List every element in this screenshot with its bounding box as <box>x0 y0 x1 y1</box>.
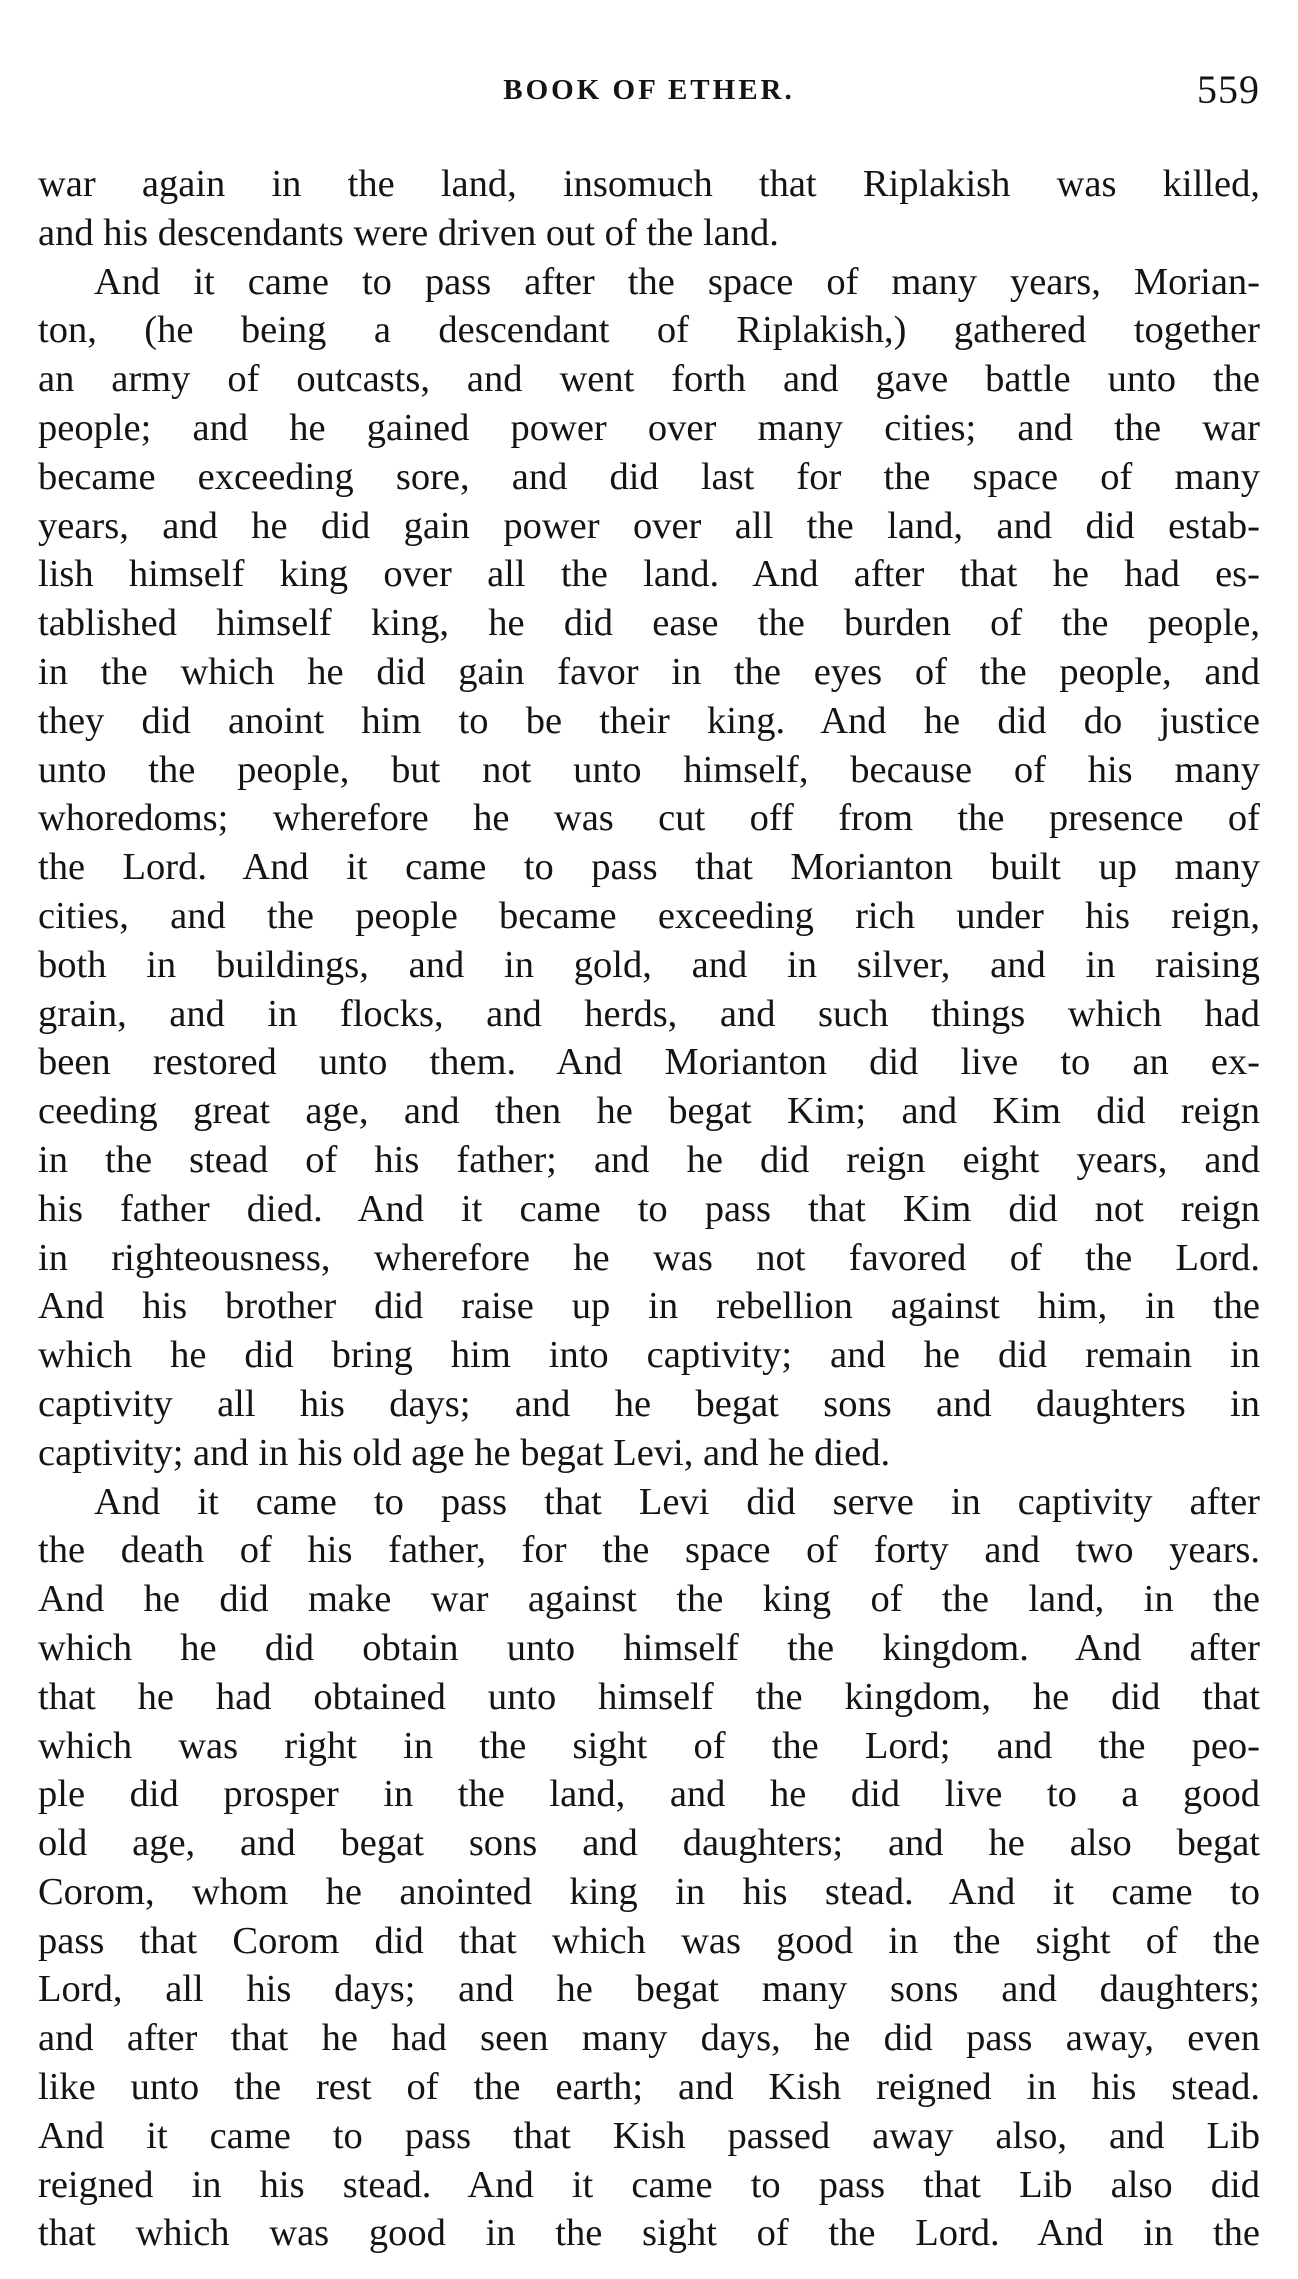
text-line: years, and he did gain power over all the land, and did estab- <box>38 504 1260 547</box>
text-line: reigned in his stead. And it came to pass that Lib also did <box>38 2163 1260 2206</box>
paragraph-first-line: And it came to pass after the space of many years, Morian- <box>94 260 1260 303</box>
text-line: they did anoint him to be their king. And he did do justice <box>38 699 1260 742</box>
text-line: the Lord. And it came to pass that Morianton built up many <box>38 846 1260 889</box>
text-line: in righteousness, wherefore he was not favored of the Lord. <box>38 1236 1260 1279</box>
text-line: captivity; and in his old age he begat Levi, and he died. <box>38 1431 891 1474</box>
text-line: ton, (he being a descendant of Riplakish,) gathered together <box>38 309 1260 352</box>
text-line: unto the people, but not unto himself, because of his many <box>38 748 1260 791</box>
text-line: captivity all his days; and he begat sons and daughters in <box>38 1382 1260 1425</box>
text-line: And he did make war against the king of the land, in the <box>38 1578 1260 1621</box>
text-line: and his descendants were driven out of the land. <box>38 211 779 254</box>
running-head <box>38 66 1260 120</box>
text-line: the death of his father, for the space of forty and two years. <box>38 1529 1260 1572</box>
text-line: like unto the rest of the earth; and Kish reigned in his stead. <box>38 2066 1260 2109</box>
text-line: And it came to pass that Kish passed away also, and Lib <box>38 2114 1260 2157</box>
text-line: an army of outcasts, and went forth and gave battle unto the <box>38 358 1260 401</box>
text-line: both in buildings, and in gold, and in silver, and in raising <box>38 943 1260 986</box>
text-line: ceeding great age, and then he begat Kim; and Kim did reign <box>38 1090 1260 1133</box>
text-line: cities, and the people became exceeding rich under his reign, <box>38 894 1260 937</box>
page-number: 559 <box>1197 67 1260 112</box>
text-line: pass that Corom did that which was good in the sight of the <box>38 1919 1260 1962</box>
body-text <box>38 160 1260 2258</box>
text-line: grain, and in flocks, and herds, and such things which had <box>38 992 1260 1035</box>
text-line: that which was good in the sight of the Lord. And in the <box>38 2212 1260 2255</box>
text-line: whoredoms; wherefore he was cut off from the presence of <box>38 797 1260 840</box>
text-line: his father died. And it came to pass that Kim did not reign <box>38 1187 1260 1230</box>
text-line: that he had obtained unto himself the kingdom, he did that <box>38 1675 1260 1718</box>
text-line: which he did obtain unto himself the kingdom. And after <box>38 1626 1260 1669</box>
paragraph-first-line: And it came to pass that Levi did serve in captivity after <box>94 1480 1260 1523</box>
text-line: which was right in the sight of the Lord; and the peo- <box>38 1724 1260 1767</box>
text-line: tablished himself king, he did ease the burden of the people, <box>38 602 1260 645</box>
text-line: became exceeding sore, and did last for the space of many <box>38 455 1260 498</box>
text-line: people; and he gained power over many cities; and the war <box>38 406 1260 449</box>
text-line: war again in the land, insomuch that Riplakish was killed, <box>38 163 1260 205</box>
text-line: Corom, whom he anointed king in his stead. And it came to <box>38 1870 1260 1913</box>
text-line: been restored unto them. And Morianton did live to an ex- <box>38 1041 1260 1084</box>
text-line: And his brother did raise up in rebellion against him, in the <box>38 1285 1260 1328</box>
text-line: which he did bring him into captivity; and he did remain in <box>38 1334 1260 1377</box>
running-title: BOOK OF ETHER. <box>503 74 795 106</box>
text-line: ple did prosper in the land, and he did live to a good <box>38 1773 1260 1816</box>
text-line: lish himself king over all the land. And after that he had es- <box>38 553 1260 596</box>
text-line: Lord, all his days; and he begat many sons and daughters; <box>38 1968 1260 2011</box>
text-line: in the stead of his father; and he did reign eight years, and <box>38 1138 1260 1181</box>
text-line: in the which he did gain favor in the eyes of the people, and <box>38 650 1260 693</box>
text-line: old age, and begat sons and daughters; and he also begat <box>38 1822 1260 1865</box>
text-line: and after that he had seen many days, he did pass away, even <box>38 2017 1260 2060</box>
